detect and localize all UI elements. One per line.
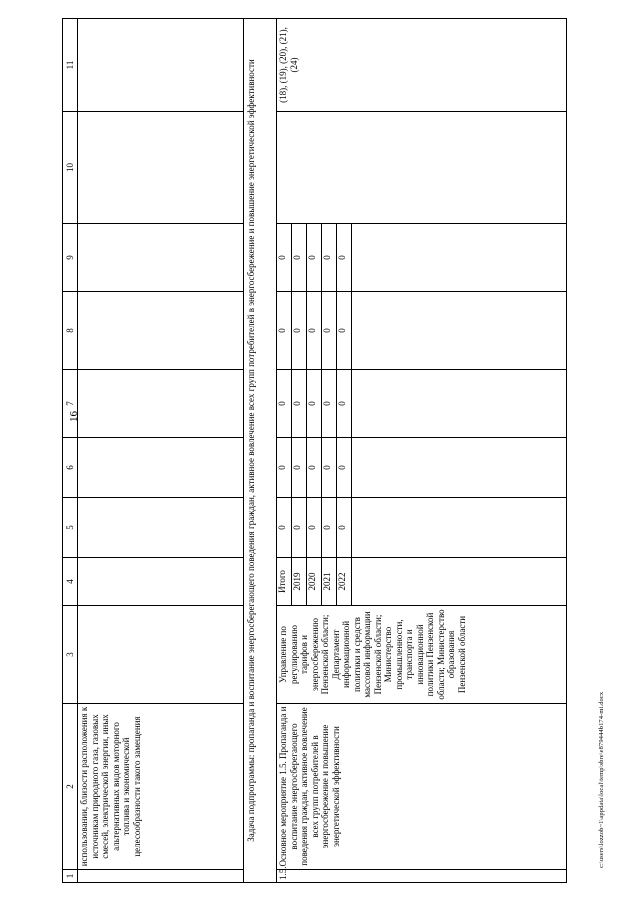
year-label: 2019 <box>292 558 307 605</box>
value-cell-5 <box>277 498 567 558</box>
value: 0 <box>277 224 292 291</box>
value: 0 <box>337 224 352 291</box>
cell-empty <box>78 19 244 112</box>
value: 0 <box>292 498 307 557</box>
value: 0 <box>277 292 292 369</box>
cell-empty <box>78 112 244 224</box>
col-header-7: 7 <box>63 370 78 438</box>
cell-empty <box>78 498 244 558</box>
page-number: 16 <box>68 411 80 422</box>
program-table <box>62 18 567 883</box>
value: 0 <box>337 370 352 437</box>
table-row-continued <box>78 19 244 883</box>
value: 0 <box>322 224 337 291</box>
col-header-1: 1 <box>63 870 78 883</box>
cell-empty <box>78 438 244 498</box>
year-label: 2021 <box>322 558 337 605</box>
col-header-3: 3 <box>63 606 78 704</box>
year-label: 2020 <box>307 558 322 605</box>
header-row <box>63 19 78 883</box>
value: 0 <box>322 438 337 497</box>
col-header-2: 2 <box>63 704 78 870</box>
years-cell <box>277 558 567 606</box>
value: 0 <box>307 292 322 369</box>
value-cell-10 <box>277 112 567 224</box>
footer-file-path: c:\users\lozzob~1\appdata\local\temp\sbre\e879444b174-mi.docx <box>598 691 605 868</box>
cell-continued-text: использовании, близости расположения к источникам природного газа, газовых смесей, электрической энергии, иных альтернативных видов моторного топлива и экономической целесообразности такого замещения <box>78 704 244 870</box>
value-cell-7 <box>277 370 567 438</box>
rotated-table-container <box>62 19 567 883</box>
col-header-10: 10 <box>63 112 78 224</box>
indicator-refs: (18), (19), (20), (21), (24) <box>277 19 567 112</box>
value-cell-9 <box>277 224 567 292</box>
col-header-8: 8 <box>63 292 78 370</box>
value: 0 <box>337 292 352 369</box>
col-header-9: 9 <box>63 224 78 292</box>
value-cell-6 <box>277 438 567 498</box>
value: 0 <box>292 370 307 437</box>
cell-empty <box>78 370 244 438</box>
value: 0 <box>292 224 307 291</box>
cell-empty <box>78 224 244 292</box>
col-header-11: 11 <box>63 19 78 112</box>
value: 0 <box>307 224 322 291</box>
col-header-4: 4 <box>63 558 78 606</box>
year-label: Итого <box>277 558 292 605</box>
value: 0 <box>307 370 322 437</box>
row-number: 1.5. <box>277 870 567 883</box>
value: 0 <box>292 438 307 497</box>
value: 0 <box>337 498 352 557</box>
measure-name: Основное мероприятие 1.5. Пропаганда и воспитание энергосберегающего поведения граждан, активное вовлечение всех групп потребителей в энергосбережение и повышение энергетической эффективности <box>277 704 567 870</box>
year-label: 2022 <box>337 558 352 605</box>
cell-empty <box>78 870 244 883</box>
value: 0 <box>322 498 337 557</box>
col-header-6: 6 <box>63 438 78 498</box>
value: 0 <box>337 438 352 497</box>
table-row-1-5 <box>277 19 567 883</box>
task-row <box>244 19 277 883</box>
value: 0 <box>277 498 292 557</box>
value: 0 <box>277 438 292 497</box>
task-text: Задача подпрограммы: пропаганда и воспитание энергосберегающего поведения граждан, активное вовлечение всех групп потребителей в энергосбережение и повышение энергетической эффективности <box>244 19 277 883</box>
value: 0 <box>322 370 337 437</box>
value: 0 <box>277 370 292 437</box>
executors: Управление по регулированию тарифов и энергосбережению Пензенской области; Департамент информационной политики и средств массовой информации Пензенской области; Министерство промышленности, транспорта и инновационной политики Пензенской области; Министерство образования Пензенской области <box>277 606 567 704</box>
col-header-5: 5 <box>63 498 78 558</box>
value: 0 <box>322 292 337 369</box>
cell-empty <box>78 558 244 606</box>
value-cell-8 <box>277 292 567 370</box>
cell-empty <box>78 292 244 370</box>
value: 0 <box>292 292 307 369</box>
value: 0 <box>307 498 322 557</box>
value: 0 <box>307 438 322 497</box>
cell-empty <box>78 606 244 704</box>
